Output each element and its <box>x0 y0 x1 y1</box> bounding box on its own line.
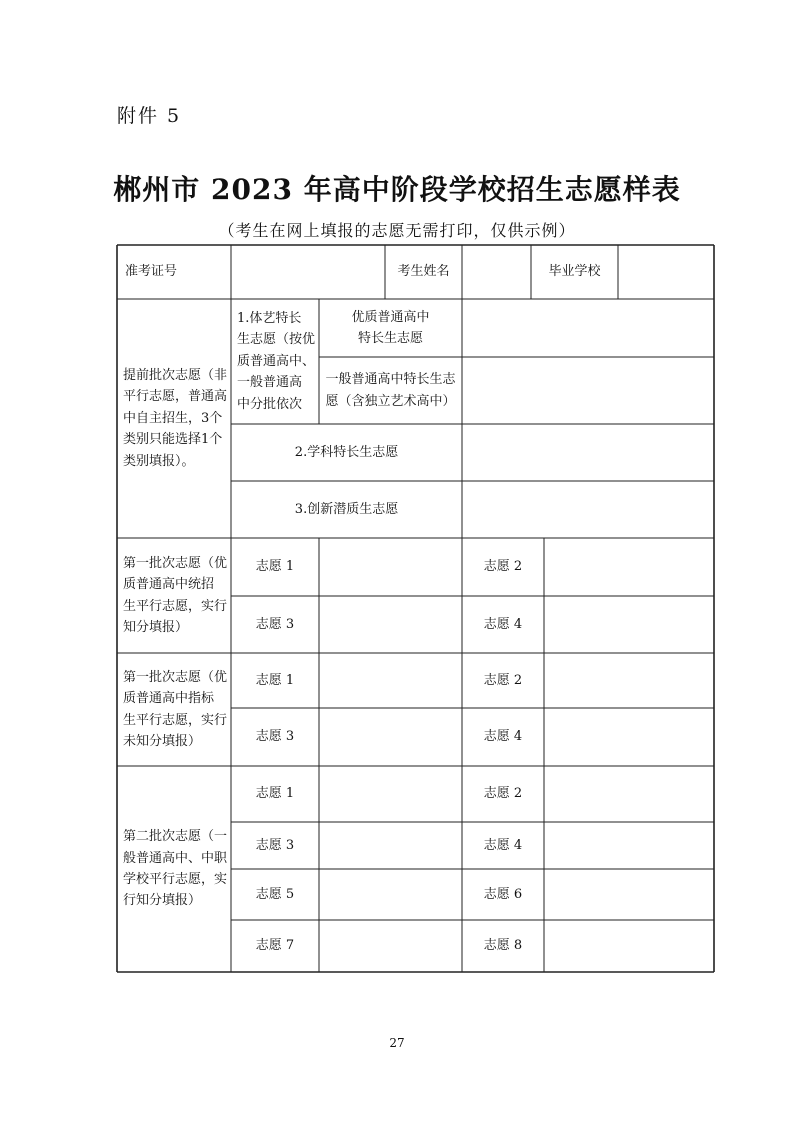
graduation-school-value[interactable] <box>618 245 714 299</box>
general-school-specialty-value[interactable] <box>462 357 714 424</box>
choice-label: 志愿 4 <box>483 837 523 853</box>
subject-specialty-value[interactable] <box>462 424 714 481</box>
choice-value[interactable] <box>544 822 714 869</box>
choice-value[interactable] <box>544 708 714 766</box>
arts-sports-label-text: 1.体艺特长 生志愿（按优 质普通高中、 一般普通高 中分批依次 <box>237 310 316 412</box>
early-batch-label-text: 提前批次志愿（非 平行志愿，普通高 中自主招生，3个 类别只能选择1个 类别填报）。 <box>123 367 228 469</box>
early-batch-label <box>117 299 231 538</box>
second-batch-label <box>117 766 231 972</box>
first-batch-a-label-text: 第一批次志愿（优 质普通高中统招 生平行志愿，实行 知分填报） <box>123 555 228 635</box>
choice-label: 志愿 4 <box>483 729 523 745</box>
choice-value[interactable] <box>544 596 714 653</box>
page-number: 27 <box>389 1036 405 1050</box>
choice-value[interactable] <box>544 920 714 972</box>
quality-school-specialty-text: 优质普通高中 特长生志愿 <box>351 309 430 346</box>
general-school-specialty-label <box>319 357 462 424</box>
choice-label: 志愿 5 <box>255 886 295 902</box>
choice-label: 志愿 4 <box>483 616 523 632</box>
choice-value[interactable] <box>544 653 714 708</box>
page-subtitle: （考生在网上填报的志愿无需打印，仅供示例） <box>218 221 576 240</box>
exam-id-value[interactable] <box>231 245 385 299</box>
second-batch-label-text: 第二批次志愿（一 般普通高中、中职 学校平行志愿，实 行知分填报） <box>123 829 228 909</box>
choice-value[interactable] <box>544 538 714 596</box>
choice-label: 志愿 6 <box>483 886 523 902</box>
student-name-value[interactable] <box>462 245 531 299</box>
choice-label: 志愿 1 <box>255 559 295 575</box>
choice-label: 志愿 3 <box>255 616 295 632</box>
choice-value[interactable] <box>319 822 462 869</box>
page-title: 郴州市 2023 年高中阶段学校招生志愿样表 <box>113 173 681 206</box>
innovation-potential-label: 3.创新潜质生志愿 <box>294 501 399 517</box>
choice-label: 志愿 3 <box>255 729 295 745</box>
subject-specialty-label: 2.学科特长生志愿 <box>294 444 399 460</box>
choice-value[interactable] <box>319 708 462 766</box>
quality-school-specialty-value[interactable] <box>462 299 714 357</box>
exam-id-label: 准考证号 <box>125 264 178 280</box>
choice-label: 志愿 1 <box>255 786 295 802</box>
first-batch-b-label-text: 第一批次志愿（优 质普通高中指标 生平行志愿，实行 未知分填报） <box>123 669 228 749</box>
choice-value[interactable] <box>319 869 462 920</box>
first-batch-b-label <box>117 653 231 766</box>
choice-value[interactable] <box>319 596 462 653</box>
general-school-specialty-text: 一般普通高中特长生志 愿（含独立艺术高中） <box>325 372 456 409</box>
choice-value[interactable] <box>319 538 462 596</box>
choice-label: 志愿 1 <box>255 672 295 688</box>
choice-label: 志愿 8 <box>483 938 523 954</box>
choice-label: 志愿 2 <box>483 786 523 802</box>
choice-label: 志愿 2 <box>483 559 523 575</box>
student-name-label: 考生姓名 <box>397 264 450 280</box>
choice-label: 志愿 2 <box>483 672 523 688</box>
innovation-potential-value[interactable] <box>462 481 714 538</box>
choice-value[interactable] <box>319 766 462 822</box>
choice-value[interactable] <box>319 653 462 708</box>
choice-label: 志愿 7 <box>255 938 295 954</box>
attachment-label: 附件 5 <box>117 105 182 127</box>
choice-value[interactable] <box>319 920 462 972</box>
first-batch-a-label <box>117 538 231 653</box>
arts-sports-label <box>231 299 319 424</box>
choice-value[interactable] <box>544 766 714 822</box>
quality-school-specialty-label <box>319 299 462 357</box>
graduation-school-label: 毕业学校 <box>548 264 601 280</box>
choice-label: 志愿 3 <box>255 837 295 853</box>
choice-value[interactable] <box>544 869 714 920</box>
